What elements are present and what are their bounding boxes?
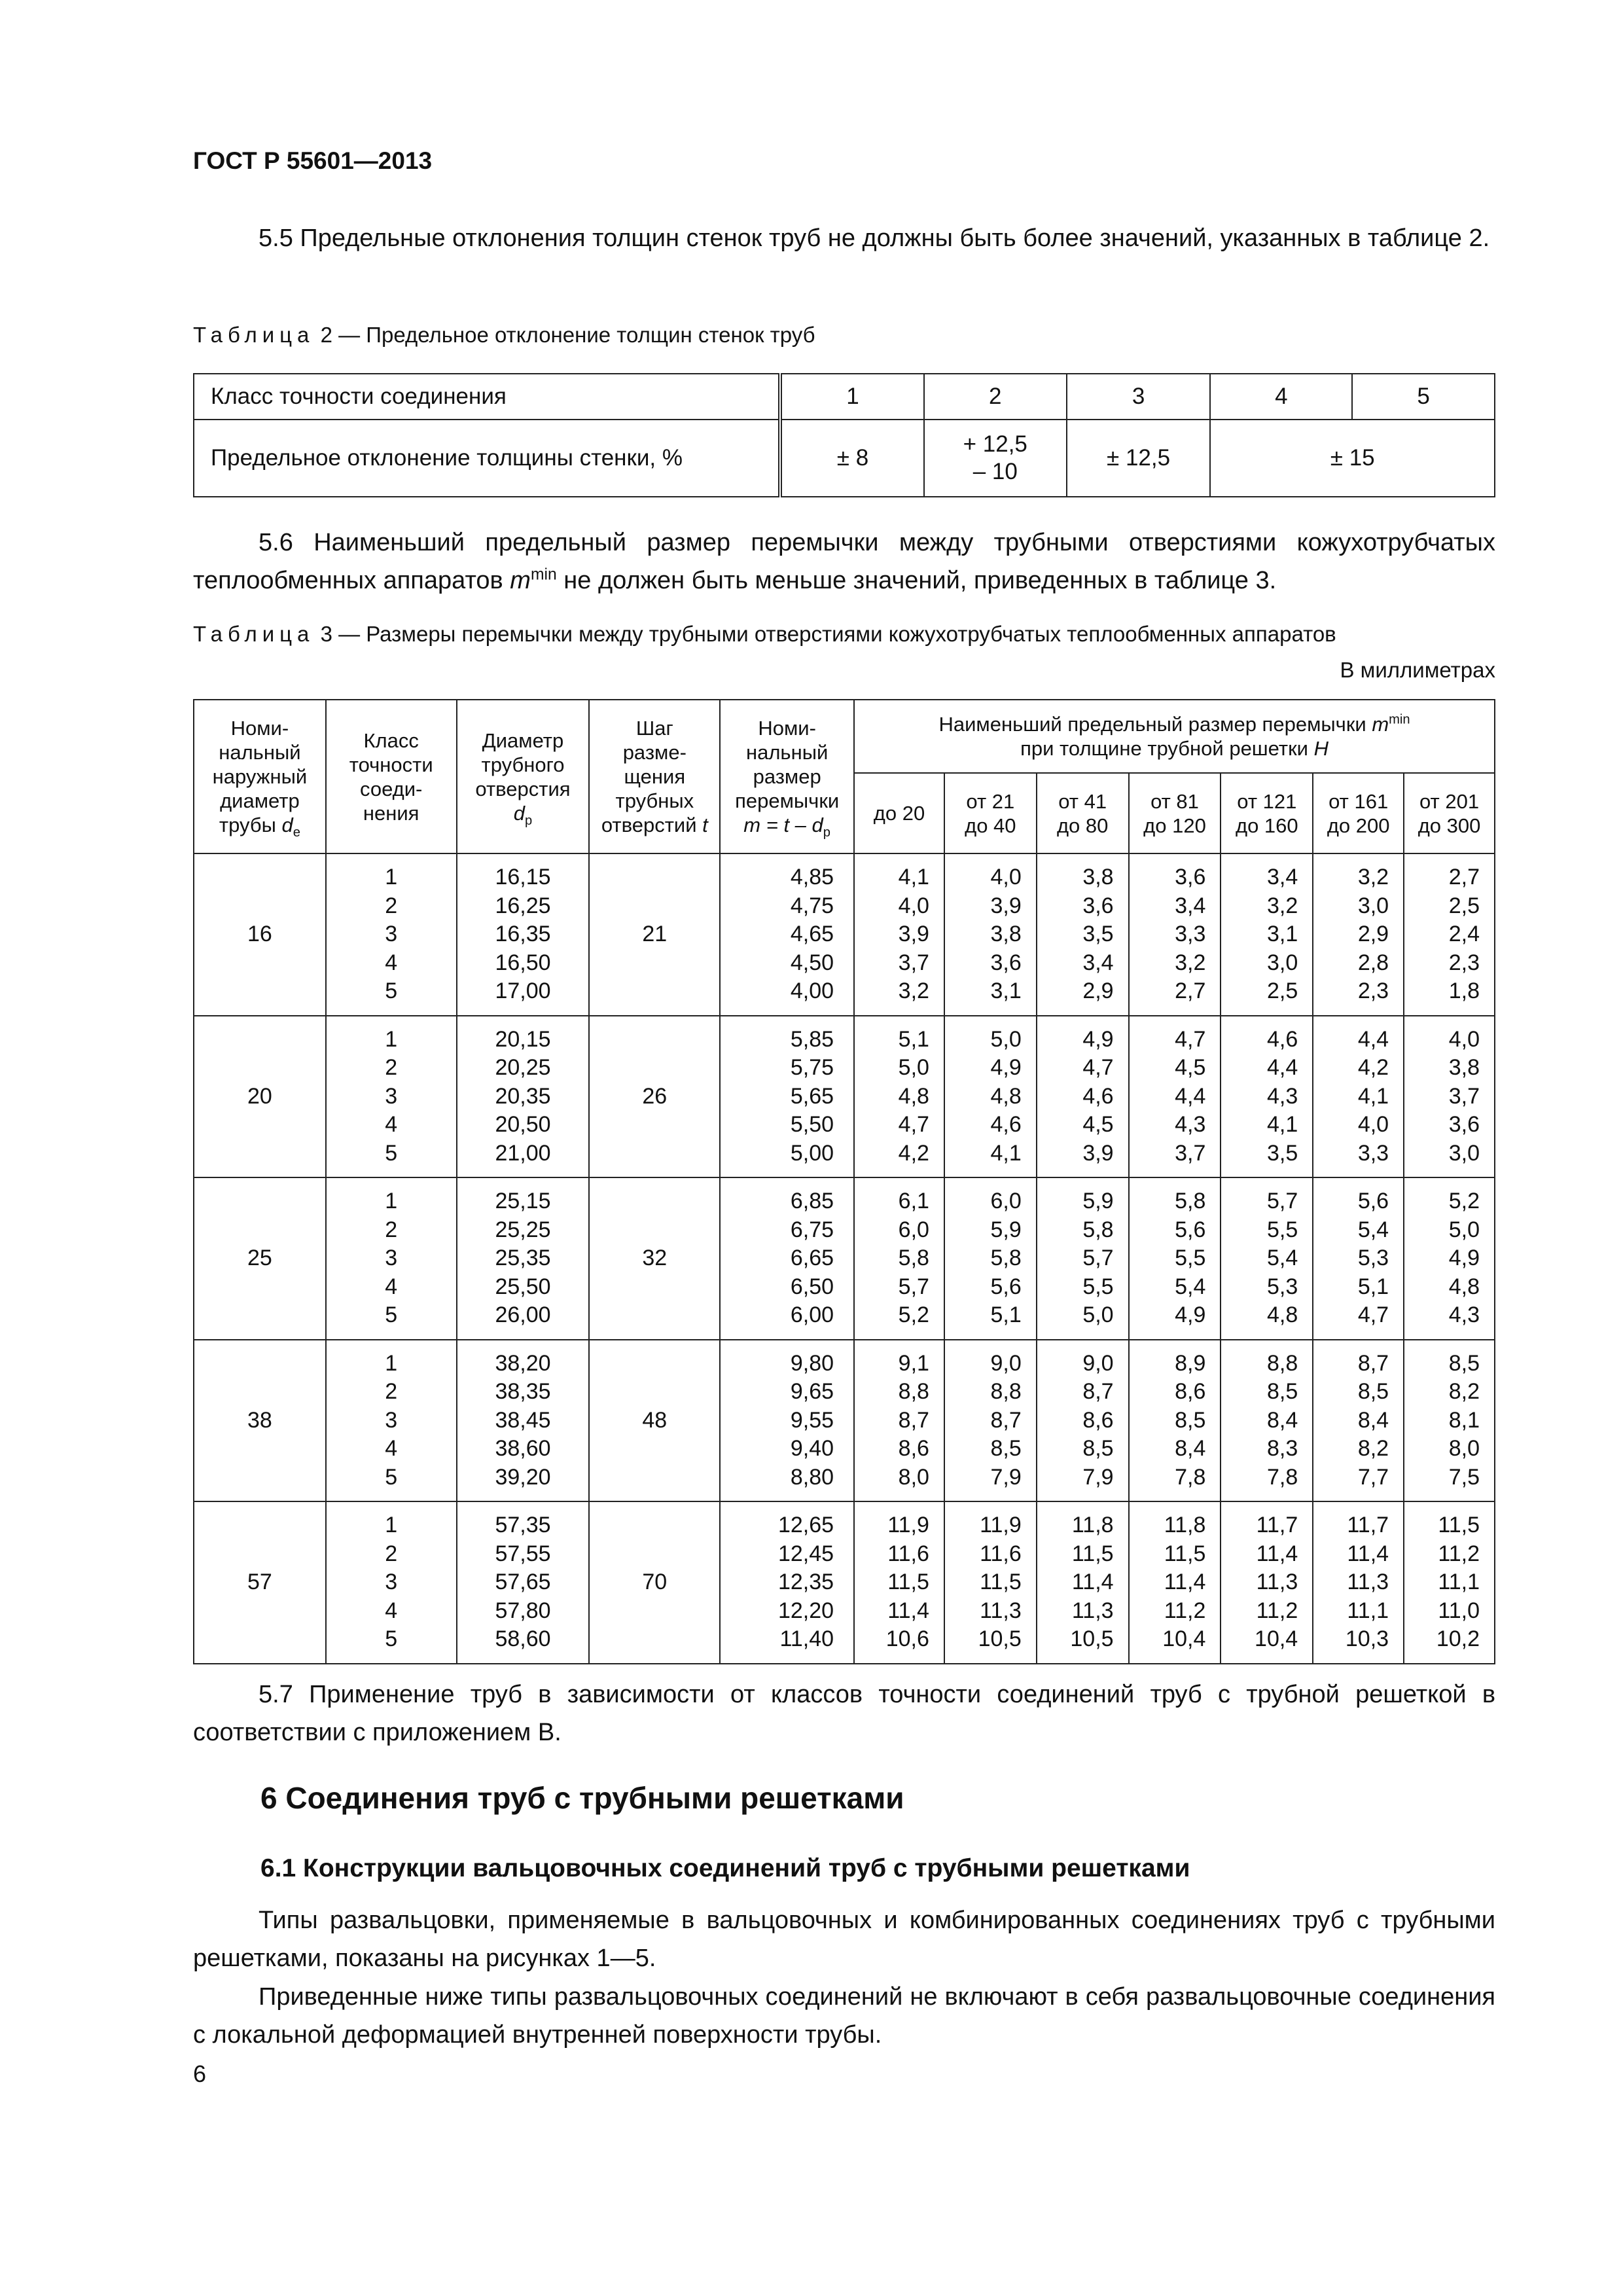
hole-pitch-cell: 32: [589, 1177, 720, 1340]
table2-value: + 12,5 – 10: [924, 420, 1067, 497]
table2-value: ± 12,5: [1067, 420, 1211, 497]
min-bridge-cell: 4,7 4,5 4,4 4,3 3,7: [1129, 1016, 1221, 1178]
table-row: [194, 1501, 1495, 1664]
subheader-thickness: от 21 до 40: [944, 773, 1037, 853]
min-bridge-cell: 11,9 11,6 11,5 11,3 10,5: [944, 1501, 1037, 1664]
accuracy-class-cell: 1 2 3 4 5: [326, 1177, 457, 1340]
subheader-thickness: до 20: [854, 773, 944, 853]
table2-caption: Таблица 2 — Предельное отклонение толщин стенок труб: [193, 323, 815, 347]
hole-pitch-cell: 70: [589, 1501, 720, 1664]
min-bridge-cell: 5,2 5,0 4,9 4,8 4,3: [1404, 1177, 1495, 1340]
nominal-bridge-cell: 6,85 6,75 6,65 6,50 6,00: [720, 1177, 854, 1340]
min-bridge-cell: 5,8 5,6 5,5 5,4 4,9: [1129, 1177, 1221, 1340]
section-6-1-heading: 6.1 Конструкции вальцовочных соединений труб с трубными решетками: [260, 1854, 1190, 1882]
document-header: ГОСТ Р 55601—2013: [193, 147, 433, 174]
min-bridge-cell: 9,1 8,8 8,7 8,6 8,0: [854, 1340, 944, 1502]
outer-diameter-cell: 20: [194, 1016, 326, 1178]
hole-diameter-cell: 20,15 20,25 20,35 20,50 21,00: [457, 1016, 590, 1178]
table-row: [194, 853, 1495, 1016]
table2-row2-label: Предельное отклонение толщины стенки, %: [194, 420, 780, 497]
min-bridge-cell: 4,1 4,0 3,9 3,7 3,2: [854, 853, 944, 1016]
paragraph-6-1-b: Приведенные ниже типы развальцовочных соединений не включают в себя развальцовочные соединения с локальной деформацией внутренней поверхности трубы.: [193, 1983, 1495, 2049]
nominal-bridge-cell: 9,80 9,65 9,55 9,40 8,80: [720, 1340, 854, 1502]
hole-pitch-cell: 26: [589, 1016, 720, 1178]
min-bridge-cell: 5,0 4,9 4,8 4,6 4,1: [944, 1016, 1037, 1178]
section-6-heading: 6 Соединения труб с трубными решетками: [260, 1781, 904, 1815]
table-2: [193, 373, 1495, 497]
min-bridge-cell: 5,7 5,5 5,4 5,3 4,8: [1221, 1177, 1313, 1340]
min-bridge-cell: 4,0 3,9 3,8 3,6 3,1: [944, 853, 1037, 1016]
header-outer-diameter: Номи- нальный наружный диаметр трубы $d_e$: [194, 700, 326, 853]
nominal-bridge-cell: 4,85 4,75 4,65 4,50 4,00: [720, 853, 854, 1016]
outer-diameter-cell: 25: [194, 1177, 326, 1340]
min-bridge-cell: 5,9 5,8 5,7 5,5 5,0: [1037, 1177, 1129, 1340]
min-bridge-cell: 11,8 11,5 11,4 11,3 10,5: [1037, 1501, 1129, 1664]
subheader-thickness: от 121 до 160: [1221, 773, 1313, 853]
min-bridge-cell: 6,1 6,0 5,8 5,7 5,2: [854, 1177, 944, 1340]
hole-diameter-cell: 38,20 38,35 38,45 38,60 39,20: [457, 1340, 590, 1502]
paragraph-5-7: 5.7 Применение труб в зависимости от классов точности соединений труб с трубной решеткой в соответствии с приложением В.: [193, 1681, 1495, 1746]
min-bridge-cell: 4,6 4,4 4,3 4,1 3,5: [1221, 1016, 1313, 1178]
header-hole-diameter: Диаметр трубного отверстия $d_p$: [457, 700, 590, 853]
outer-diameter-cell: 38: [194, 1340, 326, 1502]
min-bridge-cell: 8,9 8,6 8,5 8,4 7,8: [1129, 1340, 1221, 1502]
min-bridge-cell: 8,7 8,5 8,4 8,2 7,7: [1313, 1340, 1404, 1502]
table3-header-row: [194, 700, 1495, 773]
min-bridge-cell: 9,0 8,7 8,6 8,5 7,9: [1037, 1340, 1129, 1502]
subheader-thickness: от 161 до 200: [1313, 773, 1404, 853]
min-bridge-cell: 5,1 5,0 4,8 4,7 4,2: [854, 1016, 944, 1178]
header-hole-pitch: Шаг разме- щения трубных отверстий t: [589, 700, 720, 853]
min-bridge-cell: 9,0 8,8 8,7 8,5 7,9: [944, 1340, 1037, 1502]
table2-class: 4: [1210, 374, 1352, 420]
min-bridge-cell: 11,8 11,5 11,4 11,2 10,4: [1129, 1501, 1221, 1664]
header-accuracy-class: Класс точности соеди- нения: [326, 700, 457, 853]
header-nominal-bridge: Номи- нальный размер перемычки $m = t - d_p$: [720, 700, 854, 853]
min-bridge-cell: 3,6 3,4 3,3 3,2 2,7: [1129, 853, 1221, 1016]
table3-body: [194, 853, 1495, 1664]
nominal-bridge-cell: 12,65 12,45 12,35 12,20 11,40: [720, 1501, 854, 1664]
outer-diameter-cell: 16: [194, 853, 326, 1016]
table3-units: В миллиметрах: [1340, 658, 1495, 682]
table2-class: 3: [1067, 374, 1211, 420]
hole-diameter-cell: 57,35 57,55 57,65 57,80 58,60: [457, 1501, 590, 1664]
min-bridge-cell: 11,9 11,6 11,5 11,4 10,6: [854, 1501, 944, 1664]
accuracy-class-cell: 1 2 3 4 5: [326, 1016, 457, 1178]
paragraph-5-5: 5.5 Предельные отклонения толщин стенок труб не должны быть более значений, указанных в таблице 2.: [259, 224, 1490, 252]
table2-value: ± 8: [780, 420, 924, 497]
min-bridge-cell: 3,4 3,2 3,1 3,0 2,5: [1221, 853, 1313, 1016]
min-bridge-cell: 8,8 8,5 8,4 8,3 7,8: [1221, 1340, 1313, 1502]
table2-value: ± 15: [1210, 420, 1495, 497]
table2-row-class: [194, 374, 1495, 420]
subheader-thickness: от 41 до 80: [1037, 773, 1129, 853]
min-bridge-cell: 4,4 4,2 4,1 4,0 3,3: [1313, 1016, 1404, 1178]
hole-diameter-cell: 16,15 16,25 16,35 16,50 17,00: [457, 853, 590, 1016]
table2-class: 5: [1352, 374, 1495, 420]
subheader-thickness: от 201 до 300: [1404, 773, 1495, 853]
min-bridge-cell: 2,7 2,5 2,4 2,3 1,8: [1404, 853, 1495, 1016]
hole-pitch-cell: 48: [589, 1340, 720, 1502]
min-bridge-cell: 11,5 11,2 11,1 11,0 10,2: [1404, 1501, 1495, 1664]
table2-row1-label: Класс точности соединения: [194, 374, 780, 420]
min-bridge-cell: 6,0 5,9 5,8 5,6 5,1: [944, 1177, 1037, 1340]
subheader-thickness: от 81 до 120: [1129, 773, 1221, 853]
min-bridge-cell: 4,0 3,8 3,7 3,6 3,0: [1404, 1016, 1495, 1178]
nominal-bridge-cell: 5,85 5,75 5,65 5,50 5,00: [720, 1016, 854, 1178]
min-bridge-cell: 3,8 3,6 3,5 3,4 2,9: [1037, 853, 1129, 1016]
min-bridge-cell: 11,7 11,4 11,3 11,2 10,4: [1221, 1501, 1313, 1664]
accuracy-class-cell: 1 2 3 4 5: [326, 853, 457, 1016]
hole-diameter-cell: 25,15 25,25 25,35 25,50 26,00: [457, 1177, 590, 1340]
min-bridge-cell: 11,7 11,4 11,3 11,1 10,3: [1313, 1501, 1404, 1664]
outer-diameter-cell: 57: [194, 1501, 326, 1664]
page-number: 6: [193, 2060, 207, 2087]
min-bridge-cell: 4,9 4,7 4,6 4,5 3,9: [1037, 1016, 1129, 1178]
table-row: [194, 1340, 1495, 1502]
min-bridge-cell: 3,2 3,0 2,9 2,8 2,3: [1313, 853, 1404, 1016]
paragraph-6-1-a: Типы развальцовки, применяемые в вальцовочных и комбинированных соединениях труб с трубными решетками, показаны на рисунках 1—5.: [193, 1907, 1495, 1972]
min-bridge-cell: 5,6 5,4 5,3 5,1 4,7: [1313, 1177, 1404, 1340]
header-min-bridge: Наименьший предельный размер перемычки $m^{min}$ при толщине трубной решетки H: [854, 700, 1495, 773]
table2-class: 1: [780, 374, 924, 420]
accuracy-class-cell: 1 2 3 4 5: [326, 1340, 457, 1502]
table2-class: 2: [924, 374, 1067, 420]
table-3: [193, 699, 1495, 1664]
table-row: [194, 1177, 1495, 1340]
accuracy-class-cell: 1 2 3 4 5: [326, 1501, 457, 1664]
min-bridge-cell: 8,5 8,2 8,1 8,0 7,5: [1404, 1340, 1495, 1502]
table-row: [194, 1016, 1495, 1178]
table2-row-deviation: [194, 420, 1495, 497]
hole-pitch-cell: 21: [589, 853, 720, 1016]
table3-caption: Таблица 3 — Размеры перемычки между трубными отверстиями кожухотрубчатых теплообменных аппаратов: [193, 622, 1336, 646]
paragraph-5-6: 5.6 Наименьший предельный размер перемычки между трубными отверстиями кожухотрубчатых теплообменных аппаратов $m^{min}$ не должен быть меньше значений, приведенных в таблице 3.: [193, 529, 1495, 594]
